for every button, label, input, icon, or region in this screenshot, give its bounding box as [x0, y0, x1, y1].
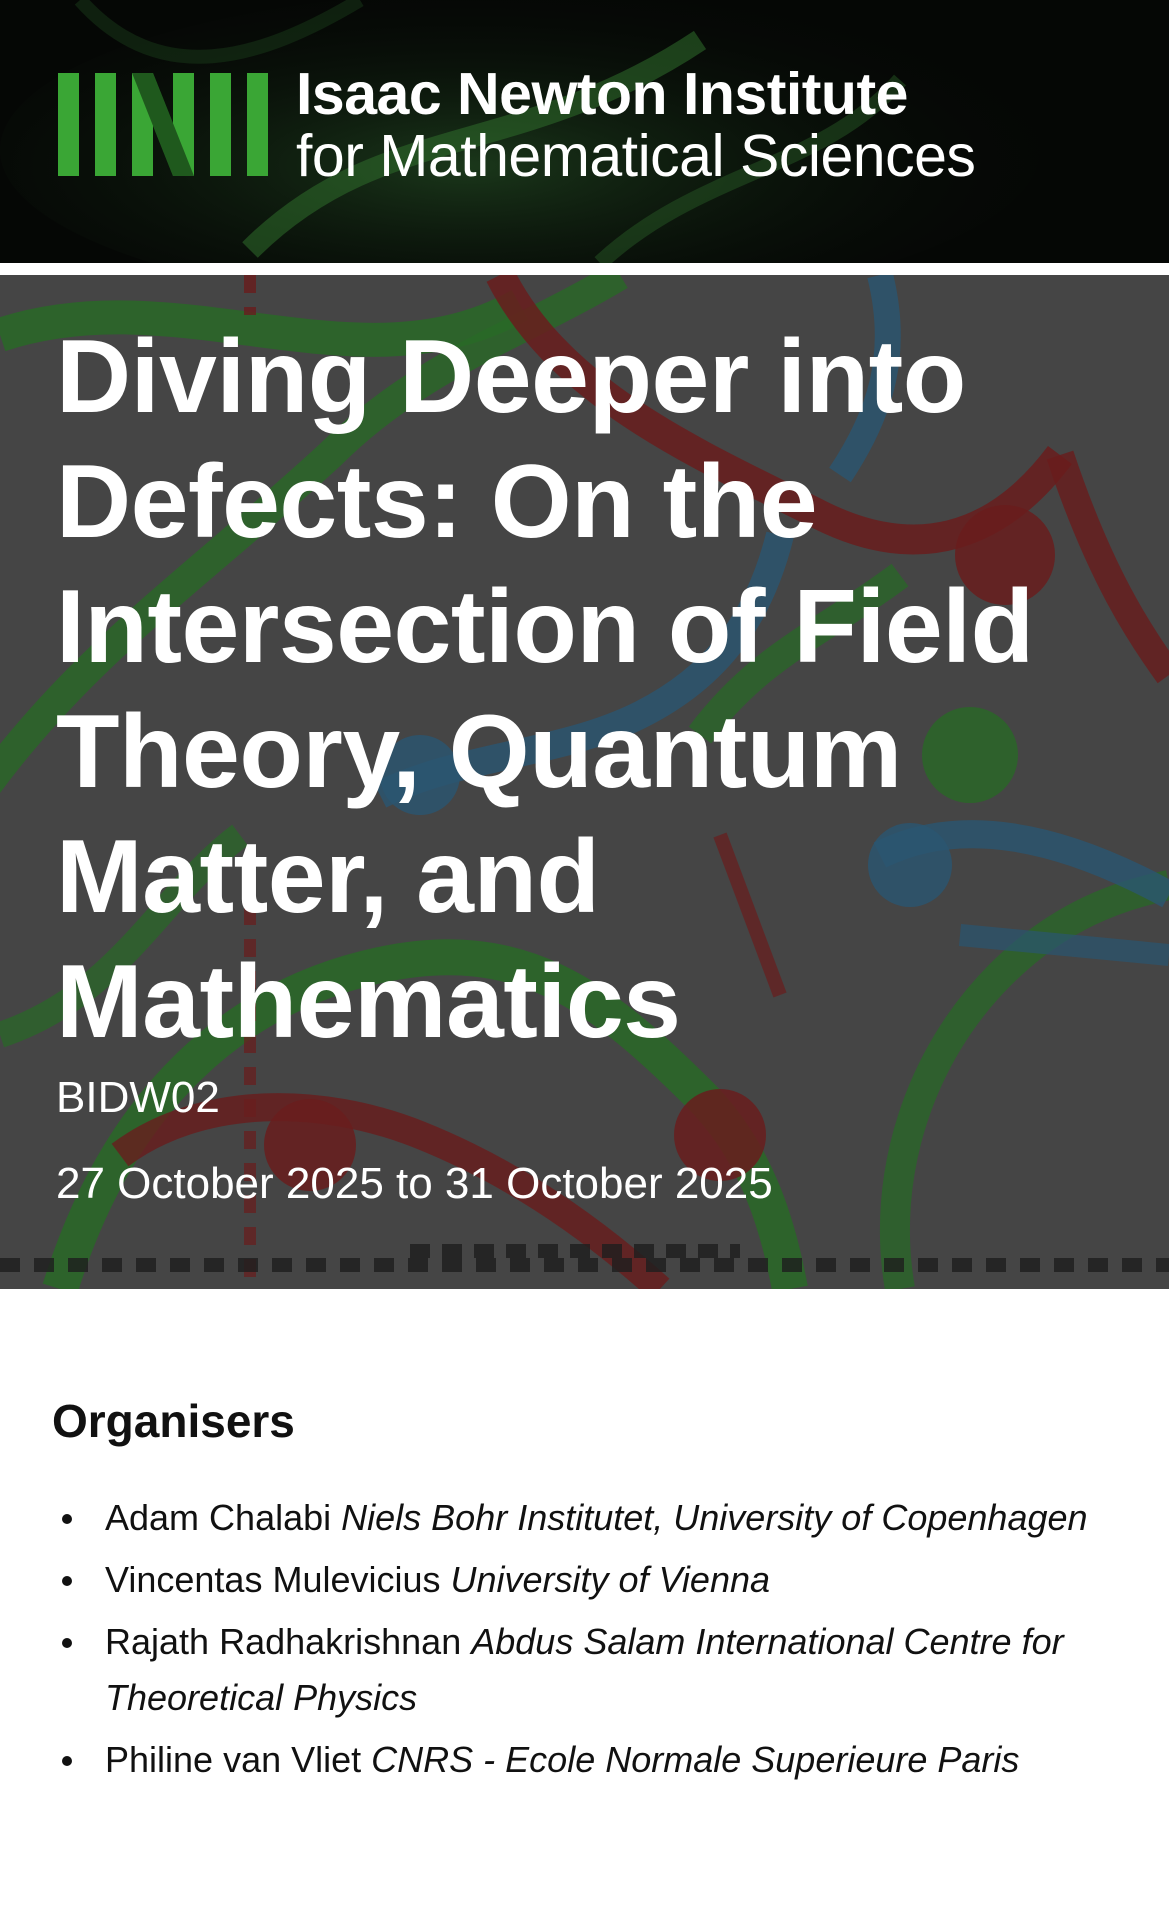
bullet-icon [62, 1756, 72, 1766]
event-title: Diving Deeper into Defects: On the Intersection of Field Theory, Quantum Matter, and Mathematics [56, 319, 1034, 1060]
organiser-name: Philine van Vliet [105, 1739, 362, 1780]
organiser-item [0, 1552, 1169, 1608]
organiser-affiliation: University of Vienna [450, 1559, 771, 1600]
organiser-item [0, 1732, 1169, 1788]
organiser-name: Vincentas Mulevicius [105, 1559, 441, 1600]
ini-logo-icon[interactable] [58, 73, 268, 176]
institute-name: Isaac Newton Institute [296, 61, 908, 127]
organiser-item [0, 1490, 1169, 1546]
event-code: BIDW02 [56, 1073, 220, 1122]
organisers-list [0, 1490, 1169, 1794]
bullet-icon [62, 1514, 72, 1524]
organiser-affiliation: Niels Bohr Institutet, University of Copenhagen [341, 1497, 1088, 1538]
bullet-icon [62, 1576, 72, 1586]
event-hero [0, 275, 1169, 1289]
header-divider [0, 263, 1169, 275]
organiser-name: Rajath Radhakrishnan [105, 1621, 462, 1662]
organisers-heading: Organisers [52, 1395, 295, 1447]
organiser-name: Adam Chalabi [105, 1497, 332, 1538]
organiser-affiliation: CNRS - Ecole Normale Superieure Paris [371, 1739, 1020, 1780]
event-dates: 27 October 2025 to 31 October 2025 [56, 1159, 773, 1208]
bullet-icon [62, 1638, 72, 1648]
site-header [0, 0, 1169, 263]
organiser-affiliation: Abdus Salam International Centre for Theoretical Physics [105, 1621, 1064, 1718]
institute-subtitle: for Mathematical Sciences [296, 123, 976, 189]
organiser-item [0, 1614, 1169, 1726]
